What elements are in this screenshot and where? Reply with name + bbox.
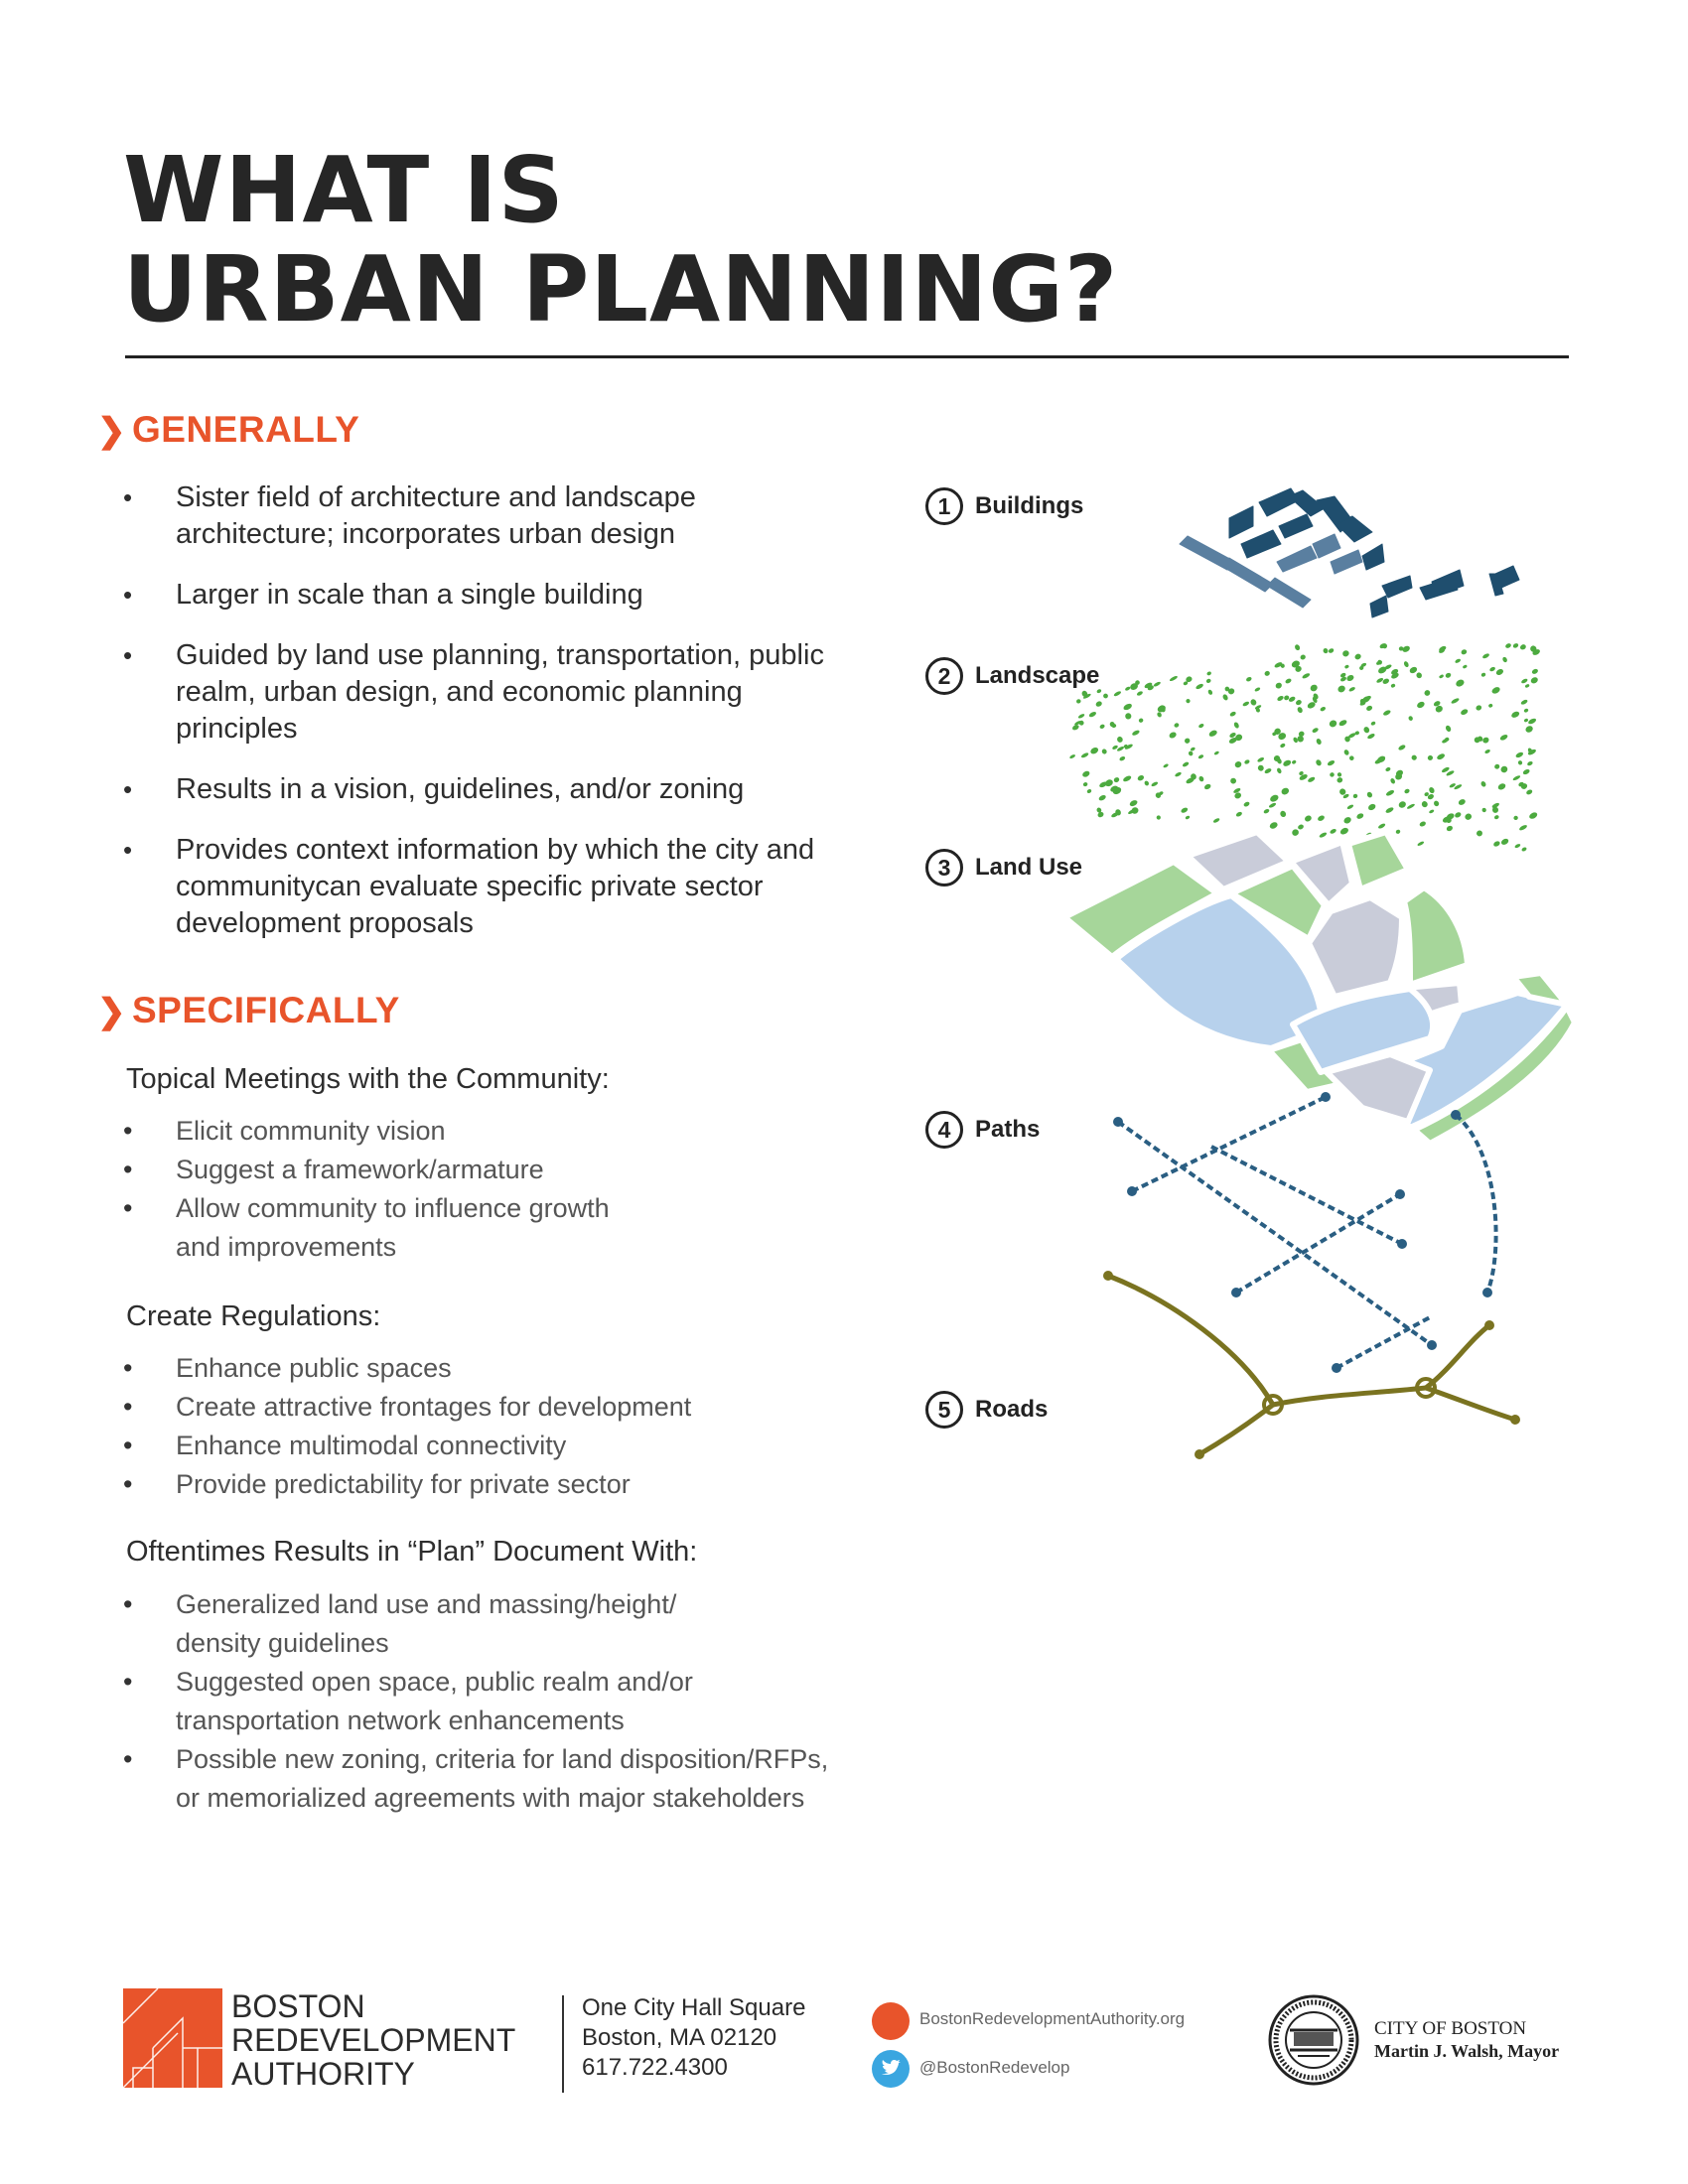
tree-mark xyxy=(1512,642,1519,648)
twitter-icon xyxy=(872,2050,910,2088)
tree-mark xyxy=(1264,767,1272,774)
tree-mark xyxy=(1376,677,1384,684)
tree-mark xyxy=(1203,783,1211,790)
tree-mark xyxy=(1424,689,1432,697)
tree-mark xyxy=(1389,777,1395,784)
tree-mark xyxy=(1317,814,1326,822)
list-item-continuation: or memorialized agreements with major stakeholders xyxy=(176,1783,805,1813)
tree-mark xyxy=(1415,671,1422,679)
tree-mark xyxy=(1409,666,1419,675)
list-item: • Allow community to influence growth xyxy=(123,1189,878,1228)
list-item: • Enhance multimodal connectivity xyxy=(123,1427,878,1465)
tree-mark xyxy=(1212,817,1220,823)
tree-mark xyxy=(1411,754,1418,761)
tree-mark xyxy=(1521,847,1527,853)
tree-mark xyxy=(1144,780,1150,786)
tree-mark xyxy=(1429,809,1435,814)
tree-mark xyxy=(1398,744,1407,751)
tree-mark xyxy=(1404,788,1411,794)
tree-mark xyxy=(1463,664,1468,669)
tree-mark xyxy=(1524,683,1529,688)
regulations-list xyxy=(123,1349,878,1504)
tree-mark xyxy=(1122,703,1132,712)
page-title xyxy=(123,137,1119,342)
tree-mark xyxy=(1501,656,1507,663)
tree-mark xyxy=(1419,820,1427,827)
tree-mark xyxy=(1489,666,1496,672)
list-item-continuation: and improvements xyxy=(176,1232,397,1262)
tree-mark xyxy=(1245,676,1252,682)
plan-list xyxy=(123,1585,878,1818)
tree-mark xyxy=(1312,727,1320,734)
list-item: • Elicit community vision xyxy=(123,1112,878,1151)
tree-mark xyxy=(1522,768,1530,775)
tree-mark xyxy=(1519,643,1527,650)
tree-mark xyxy=(1264,670,1271,677)
tree-mark xyxy=(1275,682,1283,690)
tree-mark xyxy=(1080,751,1089,758)
tree-mark xyxy=(1454,811,1462,818)
tree-mark xyxy=(1518,824,1527,831)
tree-mark xyxy=(1208,729,1218,738)
tree-mark xyxy=(1069,753,1076,759)
tree-mark xyxy=(1390,683,1396,688)
tree-mark xyxy=(1277,695,1285,702)
tree-mark xyxy=(1445,725,1452,733)
tree-mark xyxy=(1113,690,1122,697)
list-item: • Sister field of architecture and landscape architecture; incorporates urban design xyxy=(123,479,858,553)
list-item: • Provide predictability for private sector xyxy=(123,1465,878,1504)
tree-mark xyxy=(1433,800,1440,807)
list-item: • Enhance public spaces xyxy=(123,1349,878,1388)
tree-mark xyxy=(1385,806,1395,814)
tree-mark xyxy=(1523,718,1528,723)
tree-mark xyxy=(1302,672,1311,679)
tree-mark xyxy=(1077,713,1085,719)
tree-mark xyxy=(1395,829,1401,835)
tree-mark xyxy=(1096,688,1102,693)
tree-mark xyxy=(1175,771,1183,777)
tree-mark xyxy=(1185,815,1190,820)
tree-mark xyxy=(1348,686,1356,692)
tree-mark xyxy=(1492,840,1500,847)
tree-mark xyxy=(1124,686,1130,691)
tree-mark xyxy=(1157,704,1168,714)
tree-mark xyxy=(1288,696,1296,703)
tree-mark xyxy=(1282,758,1292,767)
tree-mark xyxy=(1269,793,1280,803)
tree-mark xyxy=(1329,719,1338,728)
tree-mark xyxy=(1512,774,1521,781)
tree-mark xyxy=(1520,678,1528,684)
tree-mark xyxy=(1297,824,1304,831)
tree-mark xyxy=(1481,652,1489,659)
tree-mark xyxy=(1458,798,1467,806)
tree-mark xyxy=(1098,794,1107,802)
tree-mark xyxy=(1500,838,1509,846)
twitter-handle-link[interactable]: @BostonRedevelop xyxy=(919,2058,1070,2077)
tree-mark xyxy=(1455,678,1466,688)
tree-mark xyxy=(1254,687,1261,693)
tree-mark xyxy=(1531,668,1539,675)
layer-label-paths: 4 Paths xyxy=(925,1111,1040,1149)
tree-mark xyxy=(1513,815,1519,821)
tree-mark xyxy=(1136,690,1143,696)
tree-mark xyxy=(1490,686,1500,695)
tree-mark xyxy=(1366,733,1375,740)
list-item: • Suggested open space, public realm and/or xyxy=(123,1663,878,1702)
tree-mark xyxy=(1182,761,1190,768)
layer-label-buildings: 1 Buildings xyxy=(925,487,1083,525)
tree-mark xyxy=(1329,771,1335,777)
list-item-continuation: density guidelines xyxy=(176,1628,389,1658)
tree-mark xyxy=(1352,793,1358,799)
title-divider xyxy=(125,355,1569,358)
tree-mark xyxy=(1082,781,1088,787)
tree-mark xyxy=(1517,759,1523,765)
list-item: • Results in a vision, guidelines, and/or zoning xyxy=(123,771,858,808)
roads-endpoints xyxy=(1103,1271,1520,1459)
tree-mark xyxy=(1207,689,1213,696)
tree-mark xyxy=(1401,644,1411,653)
number-badge: 3 xyxy=(925,849,963,887)
tree-mark xyxy=(1530,676,1539,685)
number-badge: 5 xyxy=(925,1391,963,1429)
tree-mark xyxy=(1481,807,1487,813)
tree-mark xyxy=(1244,758,1251,764)
tree-mark xyxy=(1206,671,1212,676)
tree-mark xyxy=(1476,704,1482,711)
tree-mark xyxy=(1268,802,1276,809)
tree-mark xyxy=(1330,828,1337,835)
tree-mark xyxy=(1163,763,1169,768)
subheading-topical-meetings: Topical Meetings with the Community: xyxy=(126,1063,610,1095)
tree-mark xyxy=(1515,751,1524,759)
tree-mark xyxy=(1481,737,1489,745)
phone-number: 617.722.4300 xyxy=(582,2054,728,2081)
tree-mark xyxy=(1131,730,1140,737)
list-item: • Create attractive frontages for development xyxy=(123,1388,878,1427)
tree-mark xyxy=(1497,782,1507,791)
tree-mark xyxy=(1310,683,1319,692)
tree-mark xyxy=(1367,803,1377,812)
tree-mark xyxy=(1156,815,1162,821)
tree-mark xyxy=(1455,658,1462,664)
tree-mark xyxy=(1113,776,1120,783)
tree-mark xyxy=(1527,718,1537,726)
tree-mark xyxy=(1138,718,1144,724)
tree-mark xyxy=(1169,675,1178,682)
tree-mark xyxy=(1075,698,1081,704)
tree-mark xyxy=(1346,804,1354,810)
chevron-right-icon: ❯ xyxy=(97,993,126,1030)
city-name: CITY OF BOSTON xyxy=(1374,2018,1527,2039)
mayor-name: Martin J. Walsh, Mayor xyxy=(1374,2041,1560,2061)
tree-mark xyxy=(1336,684,1346,693)
tree-mark xyxy=(1198,775,1205,782)
tree-mark xyxy=(1129,799,1139,807)
tree-mark xyxy=(1499,734,1508,742)
tree-mark xyxy=(1495,668,1504,676)
layer-label-landscape: 2 Landscape xyxy=(925,657,1099,695)
tree-mark xyxy=(1451,697,1460,704)
tree-mark xyxy=(1205,678,1211,684)
tree-mark xyxy=(1493,763,1500,770)
tree-mark xyxy=(1484,749,1491,754)
tree-mark xyxy=(1421,800,1429,808)
tree-mark xyxy=(1328,647,1335,653)
tree-mark xyxy=(1233,722,1240,730)
tree-mark xyxy=(1525,788,1533,795)
tree-mark xyxy=(1078,720,1084,726)
tree-mark xyxy=(1174,722,1180,728)
tree-mark xyxy=(1382,709,1391,716)
tree-mark xyxy=(1101,749,1108,755)
tree-mark xyxy=(1348,755,1354,761)
tree-mark xyxy=(1276,767,1282,774)
tree-mark xyxy=(1355,812,1364,820)
tree-mark xyxy=(1385,789,1395,797)
city-seal-icon xyxy=(1268,1994,1359,2086)
tree-mark xyxy=(1417,841,1425,847)
tree-mark xyxy=(1222,693,1229,701)
buildings-layer xyxy=(1180,488,1519,617)
tree-mark xyxy=(1243,801,1250,808)
tree-mark xyxy=(1377,823,1386,830)
tree-mark xyxy=(1257,756,1265,763)
tree-mark xyxy=(1280,743,1287,749)
tree-mark xyxy=(1169,731,1178,739)
tree-mark xyxy=(1354,653,1362,661)
layer-label-land-use: 3 Land Use xyxy=(925,849,1082,887)
tree-mark xyxy=(1528,811,1538,820)
list-item: • Provides context information by which the city and communitycan evaluate specific private sector development proposals xyxy=(123,832,858,942)
tree-mark xyxy=(1339,827,1349,836)
tree-mark xyxy=(1336,771,1342,777)
tree-mark xyxy=(1427,754,1434,761)
generally-list xyxy=(123,479,858,966)
tree-mark xyxy=(1297,706,1304,714)
subheading-create-regulations: Create Regulations: xyxy=(126,1300,381,1332)
address-block: One City Hall Square Boston, MA 02120 617.722.4300 xyxy=(582,1994,806,2081)
tree-mark xyxy=(1088,711,1097,718)
tree-mark xyxy=(1197,753,1204,759)
list-item: • Possible new zoning, criteria for land disposition/RFPs, xyxy=(123,1740,878,1779)
tree-mark xyxy=(1408,715,1414,721)
tree-mark xyxy=(1295,699,1303,706)
tree-mark xyxy=(1526,760,1533,766)
tree-mark xyxy=(1280,786,1290,795)
tree-mark xyxy=(1197,723,1204,729)
tree-mark xyxy=(1323,647,1330,654)
tree-mark xyxy=(1366,791,1373,798)
land-use-layer xyxy=(1064,832,1575,1144)
tree-mark xyxy=(1235,811,1243,818)
tree-mark xyxy=(1153,681,1161,687)
roads-layer xyxy=(1108,1276,1515,1454)
tree-mark xyxy=(1099,724,1105,730)
subheading-plan-document: Oftentimes Results in “Plan” Document With: xyxy=(126,1536,698,1568)
tree-mark xyxy=(1499,765,1508,774)
tree-mark xyxy=(1504,642,1511,649)
section-heading-specifically: ❯ SPECIFICALLY xyxy=(97,990,400,1030)
tree-mark xyxy=(1300,654,1307,661)
tree-mark xyxy=(1184,738,1191,745)
tree-mark xyxy=(1124,712,1132,720)
tree-mark xyxy=(1095,700,1103,707)
tree-mark xyxy=(1320,706,1327,712)
tree-mark xyxy=(1257,764,1265,772)
tree-mark xyxy=(1116,736,1124,744)
tree-mark xyxy=(1307,776,1316,783)
tree-mark xyxy=(1242,701,1250,707)
tree-mark xyxy=(1464,812,1473,821)
tree-mark xyxy=(1130,806,1139,815)
tree-mark xyxy=(1493,814,1499,820)
tree-mark xyxy=(1291,828,1300,837)
list-item: • Generalized land use and massing/height/ xyxy=(123,1585,878,1624)
tree-mark xyxy=(1304,814,1313,822)
tree-mark xyxy=(1514,843,1521,849)
tree-mark xyxy=(1122,774,1132,782)
tree-mark xyxy=(1416,701,1426,710)
list-item: • Larger in scale than a single building xyxy=(123,577,858,614)
chevron-right-icon: ❯ xyxy=(97,412,126,450)
tree-mark xyxy=(1315,758,1322,766)
tree-mark xyxy=(1476,829,1483,837)
tree-mark xyxy=(1436,752,1446,760)
website-link[interactable]: BostonRedevelopmentAuthority.org xyxy=(919,2009,1186,2028)
tree-mark xyxy=(1480,672,1486,678)
tree-mark xyxy=(1119,755,1126,761)
organization-name: BOSTON REDEVELOPMENT AUTHORITY xyxy=(231,1988,516,2092)
tree-mark xyxy=(1345,674,1354,682)
tree-mark xyxy=(1229,777,1237,785)
tree-mark xyxy=(1229,711,1237,718)
tree-mark xyxy=(1151,781,1159,787)
tree-mark xyxy=(1181,807,1189,814)
tree-mark xyxy=(1460,708,1469,716)
tree-mark xyxy=(1336,776,1344,783)
tree-mark xyxy=(1190,747,1196,751)
tree-mark xyxy=(1523,708,1529,713)
tree-mark xyxy=(1344,664,1349,669)
tree-mark xyxy=(1480,780,1487,787)
tree-mark xyxy=(1086,788,1092,794)
tree-mark xyxy=(1291,759,1296,764)
tree-mark xyxy=(1406,803,1415,810)
tree-mark xyxy=(1403,660,1410,667)
tree-mark xyxy=(1157,712,1163,719)
section-heading-generally: ❯ GENERALLY xyxy=(97,409,360,450)
tree-mark xyxy=(1196,683,1204,690)
tree-mark xyxy=(1319,832,1328,839)
number-badge: 4 xyxy=(925,1111,963,1149)
title-line-2: URBAN PLANNING? xyxy=(123,236,1119,342)
bra-logo-icon xyxy=(123,1988,222,2088)
tree-mark xyxy=(1398,800,1407,809)
tree-mark xyxy=(1445,672,1452,679)
tree-mark xyxy=(1285,678,1293,685)
list-item: • Guided by land use planning, transportation, public realm, urban design, and economic planning principles xyxy=(123,637,858,748)
tree-mark xyxy=(1089,747,1099,755)
topical-list xyxy=(123,1112,878,1267)
tree-mark xyxy=(1341,649,1350,657)
tree-mark xyxy=(1439,674,1445,679)
tree-mark xyxy=(1263,808,1270,814)
tree-mark xyxy=(1102,693,1108,699)
layer-label-roads: 5 Roads xyxy=(925,1391,1048,1429)
number-badge: 1 xyxy=(925,487,963,525)
tree-mark xyxy=(1294,643,1301,651)
website-icon xyxy=(872,2002,910,2040)
tree-mark xyxy=(1342,816,1352,825)
tree-mark xyxy=(1338,719,1348,727)
tree-mark xyxy=(1370,721,1376,726)
tree-mark xyxy=(1524,725,1534,734)
title-line-1: WHAT IS xyxy=(123,137,565,243)
tree-mark xyxy=(1081,770,1090,778)
tree-mark xyxy=(1362,726,1370,734)
tree-mark xyxy=(1461,648,1468,655)
tree-mark xyxy=(1186,698,1192,704)
tree-mark xyxy=(1510,710,1520,719)
tree-mark xyxy=(1520,699,1528,706)
tree-mark xyxy=(1269,821,1279,830)
urban-layers-diagram xyxy=(1053,477,1589,1469)
tree-mark xyxy=(1188,751,1194,756)
landscape-layer xyxy=(1069,642,1541,852)
tree-mark xyxy=(1365,705,1373,712)
tree-mark xyxy=(1249,698,1257,706)
tree-mark xyxy=(1343,749,1350,755)
tree-mark xyxy=(1279,810,1287,818)
list-item-continuation: transportation network enhancements xyxy=(176,1706,625,1735)
tree-mark xyxy=(1428,786,1435,794)
footer-divider xyxy=(562,1995,564,2093)
tree-mark xyxy=(1234,760,1243,768)
tree-mark xyxy=(1137,774,1145,782)
list-item: • Suggest a framework/armature xyxy=(123,1151,878,1189)
tree-mark xyxy=(1446,825,1454,832)
tree-mark xyxy=(1385,766,1391,772)
tree-mark xyxy=(1316,738,1323,746)
tree-mark xyxy=(1327,759,1336,766)
tree-mark xyxy=(1213,751,1219,755)
number-badge: 2 xyxy=(925,657,963,695)
tree-mark xyxy=(1488,703,1493,708)
